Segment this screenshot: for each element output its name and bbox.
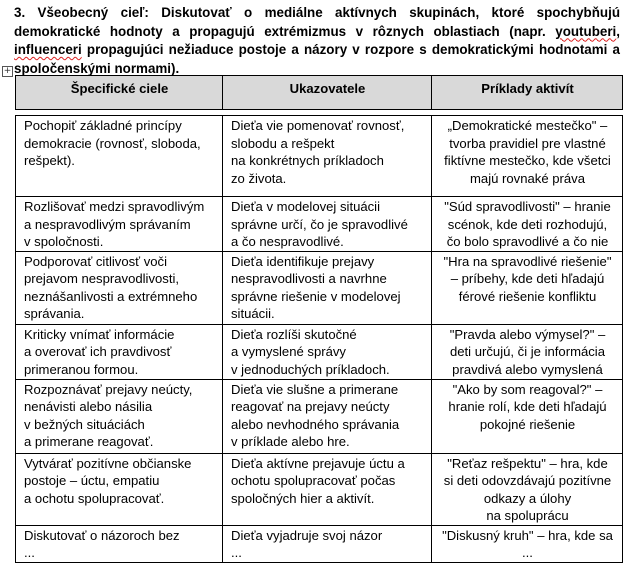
cell-text-line: ochotu spolupracovať počas [231, 473, 396, 488]
cell-text-line: "Diskusný kruh" – hra, kde sa [442, 527, 613, 543]
cell-text-line: „Demokratické mestečko" – [447, 118, 608, 133]
general-goal-heading [14, 4, 620, 78]
cell-text-line: a nespravodlivým správaním [24, 216, 191, 232]
cell-text-line: fiktívne mestečko, kde všetci [444, 153, 611, 168]
indicator-cell [223, 251, 432, 324]
cell-text-line: a vymyslené správy [231, 344, 346, 359]
cell-text-line: alebo nevhodného správania [231, 416, 400, 432]
cell-text-line: hranie rolí, kde deti hľadajú [448, 399, 607, 414]
cell-text-line: majú rovnaké práva [470, 170, 585, 186]
indicator-cell [223, 453, 432, 525]
table-move-handle-icon[interactable]: + [3, 66, 12, 76]
cell-text-line: Kriticky vnímať informácie [24, 326, 175, 342]
cell-text-line: Dieťa identifikuje prejavy [231, 253, 375, 269]
cell-text-line: primeranou formou. [24, 361, 139, 377]
cell-text-line: pravdivá alebo vymyslená [452, 361, 603, 377]
cell-text-line: deti určujú, či je informácia [449, 344, 605, 359]
cell-text-line: zo života. [231, 170, 287, 186]
header-activity-examples: Príklady aktivít [432, 76, 623, 110]
cell-text-line: Dieťa rozlíši skutočné [231, 326, 357, 342]
cell-text-line: si deti odovzdávajú pozitívne [443, 473, 612, 488]
heading-text-end: propagujúci nežiaduce postoje a názory v rozpore s demokratickými hodnotami a spoločenskými normami). [14, 42, 620, 76]
cell-text-line: spoločných hier a aktivít. [231, 490, 375, 506]
cell-text-line: Podporovať citlivosť voči [24, 253, 168, 269]
cell-text-line: v príklade alebo hre. [231, 434, 350, 449]
cell-text-line: odkazy a úlohy [483, 490, 572, 506]
activity-cell [432, 251, 623, 324]
cell-text-line: scénok, kde deti rozhodujú, [447, 216, 608, 232]
indicator-cell [223, 525, 432, 562]
cell-text-line: a čo nespravodlivé. [231, 234, 344, 249]
cell-text-line: v jednoduchých príkladoch. [231, 361, 390, 377]
cell-text-line: ... [231, 545, 242, 560]
cell-text-line: Dieťa vyjadruje svoj názor [231, 527, 383, 543]
indicator-cell [223, 197, 432, 252]
goal-cell [16, 116, 223, 197]
cell-text-line: správania. [24, 306, 85, 321]
indicator-cell [223, 116, 432, 197]
indicator-cell [223, 379, 432, 453]
cell-text-line: slobodu a rešpekt [231, 135, 335, 151]
table-row [16, 453, 623, 525]
table-row [16, 251, 623, 324]
cell-text-line: rešpekt). [24, 153, 75, 168]
table-body [16, 116, 623, 563]
activity-cell [432, 453, 623, 525]
cell-text-line: "Ako by som reagoval?" – [452, 381, 603, 397]
cell-text-line: Rozpoznávať prejavy neúcty, [24, 381, 193, 397]
cell-text-line: správne riešenie v modelovej [231, 288, 401, 304]
misspelled-word-youtuberi[interactable]: youtuberi [555, 23, 617, 39]
cell-text-line: "Súd spravodlivosti" – hranie [444, 199, 611, 214]
table-row [16, 197, 623, 252]
cell-text-line: v spoločnosti. [24, 234, 104, 249]
cell-text-line: a primerane reagovať. [24, 434, 154, 449]
cell-text-line: Dieťa v modelovej situácii [231, 199, 381, 214]
cell-text-line: na konkrétnych príkladoch [231, 153, 384, 168]
header-specific-goals: Špecifické ciele [16, 76, 223, 110]
cell-text-line: a ochotu spolupracovať. [24, 490, 165, 506]
goal-cell [16, 324, 223, 379]
cell-text-line: "Pravda alebo výmysel?" – [449, 326, 606, 342]
goal-cell [16, 525, 223, 562]
table-row [16, 379, 623, 453]
indicator-cell [223, 324, 432, 379]
activity-cell [432, 379, 623, 453]
cell-text-line: správne určí, čo je spravodlivé [231, 216, 408, 232]
cell-text-line: Vytvárať pozitívne občianske [24, 455, 192, 471]
cell-text-line: demokracie (rovnosť, sloboda, [24, 135, 201, 151]
cell-text-line: situácii. [231, 306, 275, 321]
goal-cell [16, 251, 223, 324]
activity-cell [432, 197, 623, 252]
cell-text-line: reagovať na prejavy neúcty [231, 399, 390, 414]
table-row [16, 324, 623, 379]
cell-text-line: nespravodlivosti a navrhne [231, 271, 387, 286]
cell-text-line: ... [522, 545, 533, 560]
cell-text-line: Dieťa aktívne prejavuje úctu a [231, 455, 405, 471]
cell-text-line: pokojné riešenie [479, 416, 576, 432]
goal-cell [16, 379, 223, 453]
cell-text-line: Dieťa vie pomenovať rovnosť, [231, 118, 405, 133]
activity-cell [432, 324, 623, 379]
activity-cell [432, 525, 623, 562]
header-indicators: Ukazovatele [223, 76, 432, 110]
goal-cell [16, 197, 223, 252]
cell-text-line: tvorba pravidiel pre vlastné [449, 135, 606, 151]
cell-text-line: nenávisti alebo násilia [24, 399, 153, 414]
cell-text-line: Dieťa vie slušne a primerane [231, 381, 399, 397]
cell-text-line: "Hra na spravodlivé riešenie" [443, 253, 612, 269]
cell-text-line: Pochopiť základné princípy [24, 118, 182, 133]
goal-cell [16, 453, 223, 525]
table-row [16, 116, 623, 197]
cell-text-line: – príbehy, kde deti hľadajú [450, 271, 605, 286]
activity-cell [432, 116, 623, 197]
cell-text-line: v bežných situáciách [24, 416, 145, 432]
cell-text-line: a overovať ich pravdivosť [24, 344, 172, 359]
cell-text-line: "Reťaz rešpektu" – hra, kde [447, 455, 608, 471]
heading-separator: , [616, 23, 620, 39]
heading-text-start: 3. Všeobecný cieľ: Diskutovať o mediálne aktívnych skupinách, ktoré spochybňujú demokratické hodnoty a propagujú extrémizmus v rôznych oblastiach (napr. [14, 5, 620, 39]
cell-text-line: Diskutovať o názoroch bez [24, 527, 180, 543]
cell-text-line: Rozlišovať medzi spravodlivým [24, 199, 205, 214]
objectives-table [15, 75, 623, 563]
cell-text-line: férové riešenie konfliktu [458, 288, 597, 304]
cell-text-line: prejavom nespravodlivosti, [24, 271, 180, 286]
cell-text-line: neznášanlivosti a extrémneho [24, 288, 198, 304]
table-row [16, 525, 623, 562]
cell-text-line: na spoluprácu [486, 508, 569, 523]
cell-text-line: postoje – úctu, empatiu [24, 473, 160, 488]
cell-text-line: ... [24, 545, 35, 560]
misspelled-word-influenceri[interactable]: influenceri [14, 42, 82, 57]
cell-text-line: čo bolo spravodlivé a čo nie [446, 234, 609, 249]
table-header-row [16, 76, 623, 110]
